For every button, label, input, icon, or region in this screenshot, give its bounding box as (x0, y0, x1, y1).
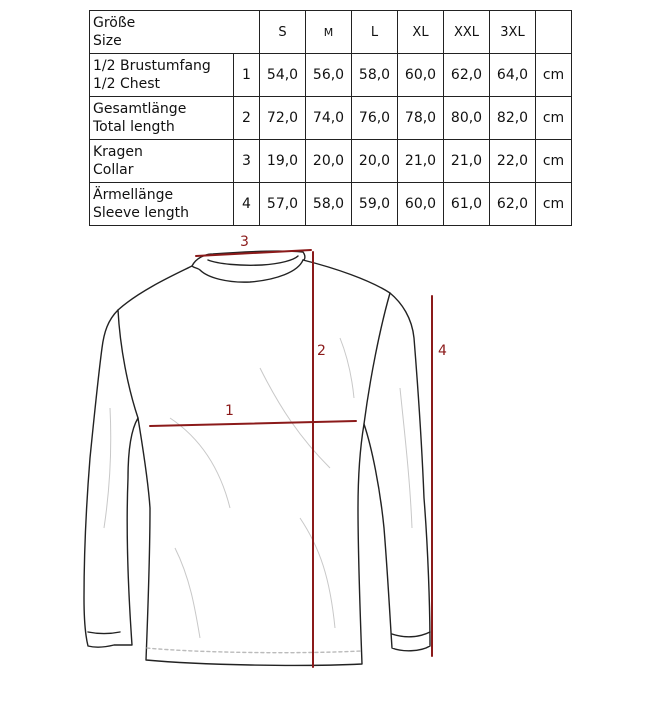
table-header-row (90, 11, 572, 54)
row-label-de: Kragen (93, 144, 143, 160)
cell-value: 74,0 (306, 97, 352, 140)
cell-value: 21,0 (444, 140, 490, 183)
size-header-label (90, 11, 260, 54)
shirt-armhole-left (118, 310, 138, 418)
cell-unit: cm (536, 54, 572, 97)
fold-line (175, 548, 200, 638)
row-label-de: 1/2 Brustumfang (93, 58, 211, 74)
cell-value: 58,0 (306, 183, 352, 226)
shirt-outline (84, 251, 430, 665)
measurement-labels (225, 234, 447, 419)
cell-value: 57,0 (260, 183, 306, 226)
row-label-de: Gesamtlänge (93, 101, 187, 117)
row-label-de: Ärmellänge (93, 187, 174, 203)
row-index: 3 (234, 140, 260, 183)
label-sleeve: 4 (438, 343, 447, 359)
cell-value: 62,0 (490, 183, 536, 226)
cell-value: 22,0 (490, 140, 536, 183)
shirt-cuff-right (392, 632, 430, 637)
row-index: 1 (234, 54, 260, 97)
cell-value: 60,0 (398, 54, 444, 97)
shirt-body-outline (84, 260, 430, 665)
table-row (90, 140, 572, 183)
fold-line (400, 388, 412, 528)
cell-unit: cm (536, 183, 572, 226)
label-chest: 1 (225, 403, 234, 419)
cell-value: 20,0 (352, 140, 398, 183)
size-label-de: Größe (93, 15, 136, 31)
cell-value: 76,0 (352, 97, 398, 140)
fold-line (300, 518, 335, 628)
cell-value: 78,0 (398, 97, 444, 140)
cell-value: 62,0 (444, 54, 490, 97)
shirt-fold-lines (104, 338, 412, 638)
row-index: 2 (234, 97, 260, 140)
fold-line (104, 408, 111, 528)
shirt-hem (147, 648, 362, 653)
cell-unit: cm (536, 140, 572, 183)
row-label (90, 97, 234, 140)
measure-line-chest (150, 421, 356, 426)
cell-value: 60,0 (398, 183, 444, 226)
cell-value: 59,0 (352, 183, 398, 226)
row-label (90, 140, 234, 183)
fold-line (260, 368, 330, 468)
unit-header (536, 11, 572, 54)
cell-value: 21,0 (398, 140, 444, 183)
row-label-en: Total length (93, 119, 175, 135)
cell-value: 58,0 (352, 54, 398, 97)
cell-value: 19,0 (260, 140, 306, 183)
shirt-measurement-diagram (0, 228, 662, 715)
size-xxl-header: XXL (444, 11, 490, 54)
cell-value: 72,0 (260, 97, 306, 140)
row-label (90, 183, 234, 226)
table-row (90, 54, 572, 97)
table-row (90, 183, 572, 226)
shirt-armhole-right (364, 293, 390, 424)
row-index: 4 (234, 183, 260, 226)
size-table (89, 10, 572, 226)
row-label-en: Collar (93, 162, 134, 178)
row-label-en: Sleeve length (93, 205, 189, 221)
cell-value: 82,0 (490, 97, 536, 140)
size-s-header: S (260, 11, 306, 54)
cell-unit: cm (536, 97, 572, 140)
size-3xl-header: 3XL (490, 11, 536, 54)
size-xl-header: XL (398, 11, 444, 54)
cell-value: 20,0 (306, 140, 352, 183)
size-label-en: Size (93, 33, 122, 49)
shirt-collar-inner (208, 256, 298, 265)
shirt-cuff-left (88, 632, 120, 634)
row-label-en: 1/2 Chest (93, 76, 161, 92)
measure-line-collar (196, 250, 311, 256)
cell-value: 64,0 (490, 54, 536, 97)
size-m-header: M (306, 11, 352, 54)
size-l-header: L (352, 11, 398, 54)
cell-value: 80,0 (444, 97, 490, 140)
cell-value: 54,0 (260, 54, 306, 97)
label-collar: 3 (240, 234, 249, 250)
cell-value: 61,0 (444, 183, 490, 226)
label-length: 2 (317, 343, 326, 359)
table-row (90, 97, 572, 140)
cell-value: 56,0 (306, 54, 352, 97)
fold-line (340, 338, 354, 398)
row-label (90, 54, 234, 97)
fold-line (170, 418, 230, 508)
